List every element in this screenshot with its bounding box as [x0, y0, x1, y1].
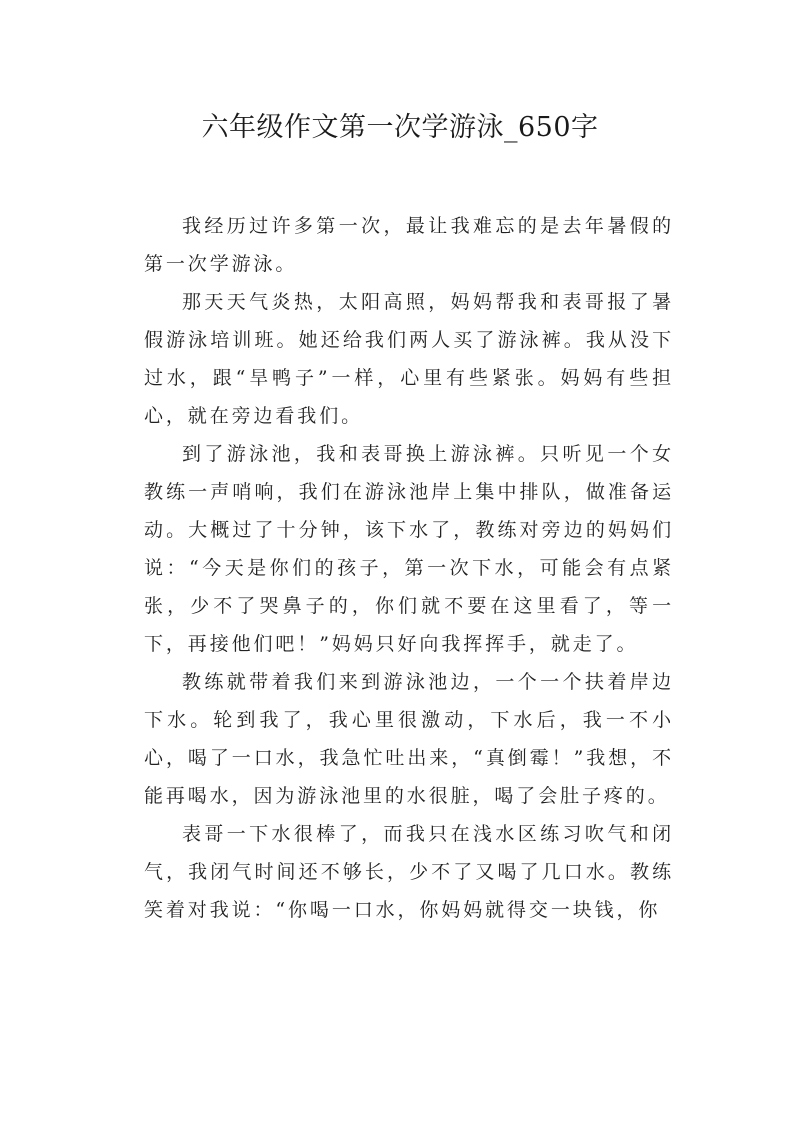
paragraph-4: 教练就带着我们来到游泳池边，一个一个扶着岸边下水。轮到我了，我心里很激动，下水后，我一不小心，喝了一口水，我急忙吐出来，“真倒霉！”我想，不能再喝水，因为游泳池里的水很脏，喝了会肚子疼的。 [144, 671, 674, 807]
paragraph-2: 那天天气炎热，太阳高照，妈妈帮我和表哥报了暑假游泳培训班。她还给我们两人买了游泳裤。我从没下过水，跟“旱鸭子”一样，心里有些紧张。妈妈有些担心，就在旁边看我们。 [144, 291, 674, 427]
paragraph-5: 表哥一下水很棒了，而我只在浅水区练习吹气和闭气，我闭气时间还不够长，少不了又喝了几口水。教练笑着对我说：“你喝一口水，你妈妈就得交一块钱，你 [144, 823, 674, 921]
document-title: 六年级作文第一次学游泳_650字 [201, 112, 599, 143]
paragraph-3: 到了游泳池，我和表哥换上游泳裤。只听见一个女教练一声哨响，我们在游泳池岸上集中排队，做准备运动。大概过了十分钟，该下水了，教练对旁边的妈妈们说：“今天是你们的孩子，第一次下水，可能会有点紧张，少不了哭鼻子的，你们就不要在这里看了，等一下，再接他们吧！”妈妈只好向我挥挥手，就走了。 [144, 443, 674, 655]
paragraph-1: 我经历过许多第一次，最让我难忘的是去年暑假的第一次学游泳。 [144, 215, 674, 275]
document-body [144, 207, 674, 929]
